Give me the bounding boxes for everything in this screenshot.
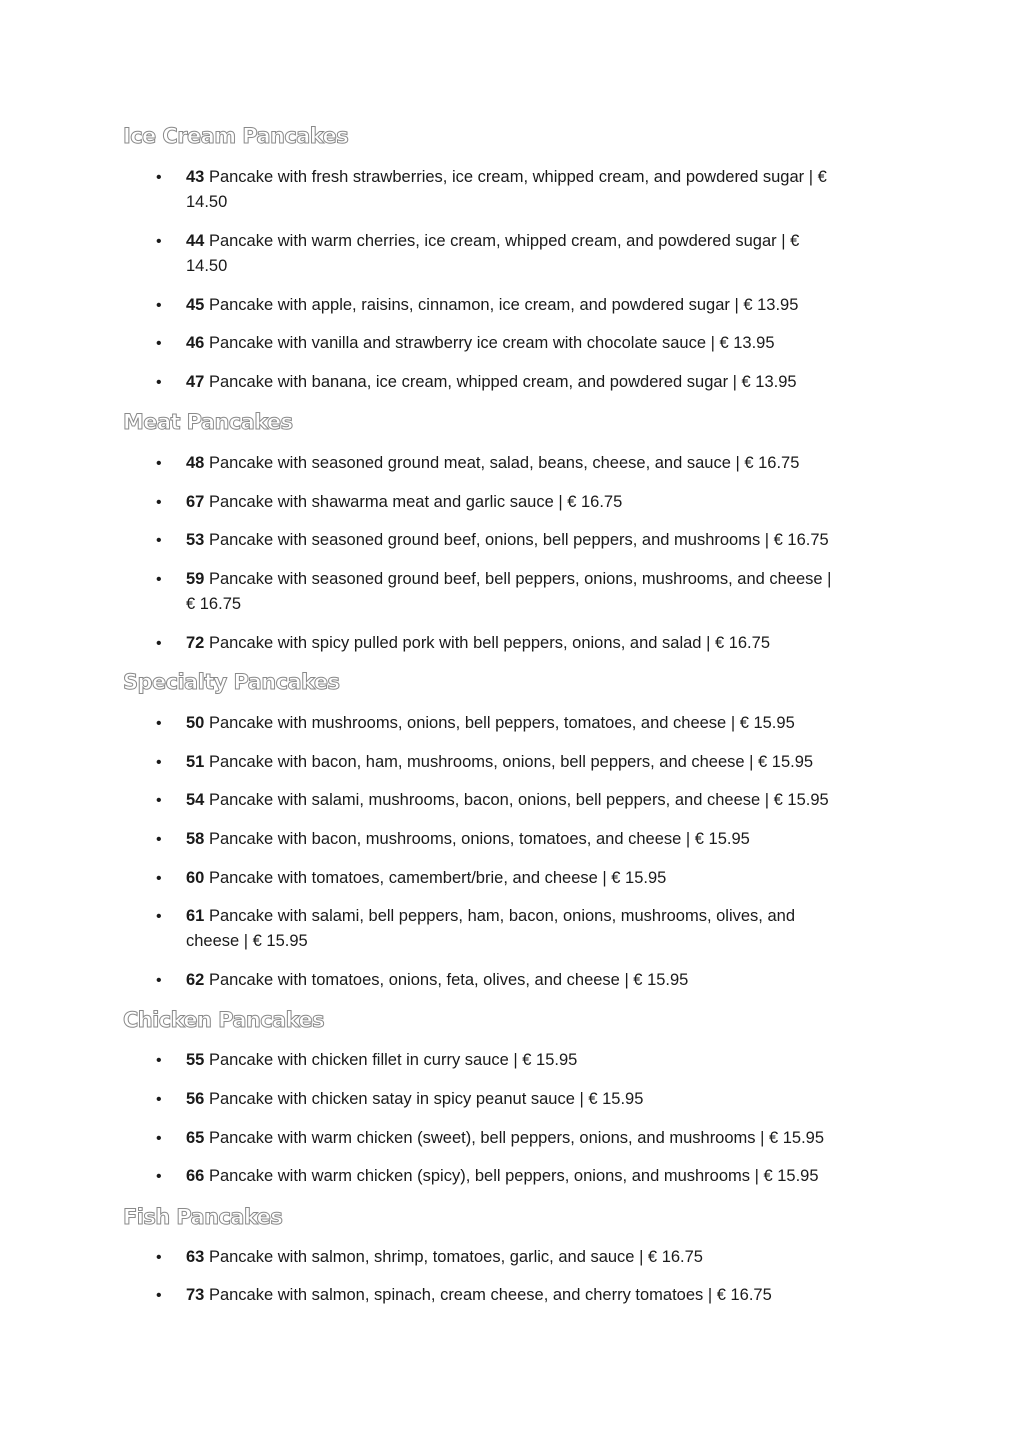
item-description: Pancake with vanilla and strawberry ice cream with chocolate sauce | € 13.95 (204, 334, 775, 352)
bullet-icon: • (156, 233, 162, 250)
item-number: 59 (186, 570, 205, 588)
item-description: Pancake with warm chicken (spicy), bell peppers, onions, and mushrooms | € 15.95 (204, 1167, 819, 1185)
item-number: 61 (186, 907, 205, 925)
bullet-icon: • (156, 532, 162, 549)
item-description: Pancake with apple, raisins, cinnamon, ice cream, and powdered sugar | € 13.95 (204, 296, 799, 314)
menu-item (156, 165, 901, 215)
menu-item (156, 866, 901, 891)
item-description: Pancake with warm cherries, ice cream, whipped cream, and powdered sugar | € (204, 232, 800, 250)
bullet-icon: • (156, 335, 162, 352)
item-number: 54 (186, 791, 205, 809)
bullet-icon: • (156, 1091, 162, 1108)
item-description: Pancake with spicy pulled pork with bell peppers, onions, and salad | € 16.75 (204, 634, 770, 652)
menu-item (156, 788, 901, 813)
item-description: Pancake with salmon, spinach, cream cheese, and cherry tomatoes | € 16.75 (204, 1286, 772, 1304)
item-number: 44 (186, 232, 205, 250)
item-number: 65 (186, 1129, 205, 1147)
item-number: 56 (186, 1090, 205, 1108)
item-description: Pancake with chicken satay in spicy peanut sauce | € 15.95 (204, 1090, 644, 1108)
menu-item (156, 293, 901, 318)
menu-item (156, 1126, 901, 1151)
bullet-icon: • (156, 571, 162, 588)
item-description: Pancake with chicken fillet in curry sauce | € 15.95 (204, 1051, 578, 1069)
section-heading-chicken: Chicken Pancakes (123, 1008, 325, 1032)
item-description: Pancake with bacon, ham, mushrooms, onions, bell peppers, and cheese | € 15.95 (204, 753, 814, 771)
menu-item (156, 1283, 901, 1308)
item-description: Pancake with warm chicken (sweet), bell peppers, onions, and mushrooms | € 15.95 (204, 1129, 825, 1147)
menu-item (156, 631, 901, 656)
section-heading-fish: Fish Pancakes (123, 1205, 283, 1229)
menu-item (156, 1048, 901, 1073)
item-description: Pancake with salmon, shrimp, tomatoes, garlic, and sauce | € 16.75 (204, 1248, 703, 1266)
item-number: 53 (186, 531, 205, 549)
bullet-icon: • (156, 1052, 162, 1069)
bullet-icon: • (156, 715, 162, 732)
bullet-icon: • (156, 374, 162, 391)
menu-item (156, 968, 901, 993)
bullet-icon: • (156, 169, 162, 186)
bullet-icon: • (156, 1249, 162, 1266)
item-number: 72 (186, 634, 205, 652)
item-description-cont: cheese | € 15.95 (186, 932, 308, 950)
item-number: 50 (186, 714, 205, 732)
item-number: 60 (186, 869, 205, 887)
bullet-icon: • (156, 1287, 162, 1304)
item-description-cont: 14.50 (186, 193, 228, 211)
item-description: Pancake with mushrooms, onions, bell peppers, tomatoes, and cheese | € 15.95 (204, 714, 795, 732)
bullet-icon: • (156, 494, 162, 511)
menu-item (156, 827, 901, 852)
item-description: Pancake with bacon, mushrooms, onions, tomatoes, and cheese | € 15.95 (204, 830, 750, 848)
item-description: Pancake with tomatoes, onions, feta, olives, and cheese | € 15.95 (204, 971, 689, 989)
menu-item (156, 1245, 901, 1270)
section-heading-ice-cream: Ice Cream Pancakes (123, 124, 349, 148)
item-description: Pancake with shawarma meat and garlic sauce | € 16.75 (204, 493, 623, 511)
menu-item (156, 1164, 901, 1189)
item-description: Pancake with salami, mushrooms, bacon, onions, bell peppers, and cheese | € 15.95 (204, 791, 829, 809)
item-number: 67 (186, 493, 205, 511)
item-number: 66 (186, 1167, 205, 1185)
menu-item (156, 490, 901, 515)
item-description: Pancake with salami, bell peppers, ham, bacon, onions, mushrooms, olives, and (204, 907, 795, 925)
bullet-icon: • (156, 831, 162, 848)
item-description: Pancake with fresh strawberries, ice cream, whipped cream, and powdered sugar | € (204, 168, 827, 186)
menu-item (156, 567, 901, 617)
menu-item (156, 331, 901, 356)
bullet-icon: • (156, 297, 162, 314)
menu-item (156, 451, 901, 476)
item-description: Pancake with tomatoes, camembert/brie, and cheese | € 15.95 (204, 869, 667, 887)
menu-item (156, 1087, 901, 1112)
item-description: Pancake with banana, ice cream, whipped cream, and powdered sugar | € 13.95 (204, 373, 797, 391)
menu-item (156, 370, 901, 395)
section-heading-specialty: Specialty Pancakes (123, 670, 340, 694)
item-description: Pancake with seasoned ground meat, salad, beans, cheese, and sauce | € 16.75 (204, 454, 800, 472)
item-number: 43 (186, 168, 205, 186)
item-description: Pancake with seasoned ground beef, onions, bell peppers, and mushrooms | € 16.75 (204, 531, 829, 549)
bullet-icon: • (156, 908, 162, 925)
menu-item (156, 528, 901, 553)
item-number: 45 (186, 296, 205, 314)
item-description-cont: € 16.75 (186, 595, 242, 613)
item-number: 63 (186, 1248, 205, 1266)
bullet-icon: • (156, 754, 162, 771)
item-number: 62 (186, 971, 205, 989)
item-number: 55 (186, 1051, 205, 1069)
item-description-cont: 14.50 (186, 257, 228, 275)
bullet-icon: • (156, 972, 162, 989)
menu-item (156, 229, 901, 279)
item-number: 46 (186, 334, 205, 352)
item-description: Pancake with seasoned ground beef, bell peppers, onions, mushrooms, and cheese | (204, 570, 832, 588)
section-heading-meat: Meat Pancakes (123, 410, 293, 434)
menu-item (156, 904, 901, 954)
bullet-icon: • (156, 870, 162, 887)
bullet-icon: • (156, 1130, 162, 1147)
bullet-icon: • (156, 635, 162, 652)
item-number: 51 (186, 753, 205, 771)
bullet-icon: • (156, 1168, 162, 1185)
menu-item (156, 711, 901, 736)
item-number: 47 (186, 373, 205, 391)
menu-item (156, 750, 901, 775)
item-number: 73 (186, 1286, 205, 1304)
bullet-icon: • (156, 455, 162, 472)
item-number: 58 (186, 830, 205, 848)
item-number: 48 (186, 454, 205, 472)
bullet-icon: • (156, 792, 162, 809)
